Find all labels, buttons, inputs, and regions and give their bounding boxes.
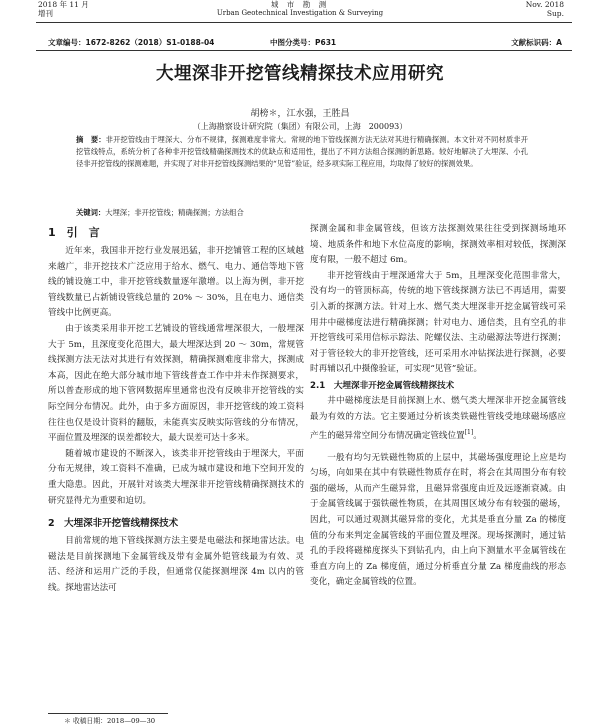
journal-name-en: Urban Geotechnical Investigation & Surveying	[216, 9, 384, 17]
header-sup-line: Sup.	[546, 9, 564, 18]
abstract-text: 非开挖管线由于埋深大、分布不规律，探测难度非常大。常规的地下管线探测方法无法对其进行精确探测。本文针对不同材质非开挖管线特点，系统分析了各种非开挖管线精确探测技术的优缺点和适用性，提出了不同方法组合探测的新思路。较好地解决了大埋深、小孔径非开挖管线的探测难题，并实现了对非开挖管线探测结果的“见管”验证，经多项实际工程应用，均取得了较好的探测效果。	[76, 135, 529, 168]
abstract	[76, 134, 528, 170]
abstract-label: 摘 要：	[76, 135, 106, 144]
header-date-line: 2018 年 11 月	[38, 0, 89, 9]
paragraph: 近年来，我国非开挖行业发展迅猛，非开挖铺管工程的区域越来越广，非开挖技术广泛应用于给水、燃气、电力、通信等地下管线的铺设施工中，非开挖管线数量逐年激增。以上海为例，非开挖管线数量已占新铺设管线总量的 20% ～ 30%，且在电力、通信类管线中比例更高。	[48, 246, 304, 319]
right-column	[310, 222, 566, 591]
keywords-label: 关键词：	[76, 208, 106, 217]
header-date-en-line: Nov. 2018	[525, 0, 564, 9]
clc-number: 中图分类号：P631	[270, 38, 337, 47]
paragraph: 非开挖管线由于埋深通常大于 5m，且埋深变化范围非常大，没有均一的管顶标高，传统的地下管线探测方法已不再适用，需要引入新的探测方法。针对上水、燃气类大埋深非开挖金属管线可采用井中磁梯度法进行精确探测；针对电力、通信类，且有空孔的非开挖管线可采用信标示踪法、陀螺仪法、主动磁源法等进行探测；对于管径较大的非开挖管线，还可采用水冲钻探法进行探测，必要时再辅以孔中摄像验证，可实现“见管”验证。	[310, 270, 566, 375]
header-issue-line: 增刊	[38, 9, 53, 18]
header-rule	[36, 22, 572, 23]
authors: 胡榜＊，江水强，王胜昌	[250, 109, 350, 119]
journal-name-cn: 城 市 勘 测	[270, 0, 330, 9]
paragraph-text: 井中磁梯度法是目前探测上水、燃气类大埋深非开挖金属管线最为有效的方法。它主要通过分析该类铁磁性管线受地球磁场感应产生的磁异常空间分布情况确定管线位置	[310, 395, 566, 441]
keywords-text: 大埋深；非开挖管线；精确探测；方法组合	[105, 208, 244, 217]
article-meta	[0, 37, 600, 49]
meta-rule	[36, 50, 572, 51]
paragraph: 一般有均匀无铁磁性物质的上层中，其磁场强度理论上应是均匀场，向如果在其中有铁磁性物质存在时，将会在其周围分布有较强的磁场，从而产生磁异常，且磁异常强度由近及远逐渐衰减。由于金属管线属于强铁磁性物质，在其周围区域分布有较强的磁场，因此，可以通过观测其磁异常的变化，尤其是垂直分量 Za 的梯度值的分布来判定金属管线的平面位置及埋深。现场探测时，通过钻孔的手段将磁梯度探头下到钻孔内，由上向下测量水平金属管线在垂直方向上的 Za 梯度值，通过分析垂直分量 Za 梯度曲线的形态变化，确定金属管线的位置。	[310, 452, 566, 588]
paragraph	[310, 394, 566, 445]
article-number: 文章编号：1672-8262（2018）S1-0188-04	[48, 38, 215, 47]
left-column	[48, 222, 304, 596]
section-2-1-heading: 2.1 大埋深非开挖金属管线精探技术	[310, 380, 455, 391]
footnote-rule	[48, 713, 168, 714]
paragraph: 随着城市建设的不断深入，该类非开挖管线由于埋深大，平面分布无规律，竣工资料不准确，已成为城市建设和地下空间开发的重大隐患。因此，开展针对该类大埋深非开挖管线精确探测技术的研究显得尤为重要和迫切。	[48, 448, 304, 506]
footnote: ＊ 收稿日期：2018—09—30	[64, 717, 156, 725]
affiliation: （上海勘察设计研究院（集团）有限公司，上海 200093）	[192, 122, 408, 131]
keywords	[76, 208, 528, 218]
header-date-en	[526, 0, 564, 18]
paragraph-end: 。	[473, 430, 482, 441]
section-2-heading: 2 大埋深非开挖管线精探技术	[48, 518, 179, 530]
citation-ref[interactable]: [1]	[464, 429, 474, 437]
document-code: 文献标识码：A	[511, 38, 562, 47]
paragraph: 目前常规的地下管线探测方法主要是电磁法和探地雷达法。电磁法是目前探测地下金属管线及带有金属外铠管线最为有效、灵活、经济和运用广泛的手段，但通常仅能探测埋深 4m 以内的管线。探地雷达法可	[48, 536, 304, 593]
journal-name	[0, 0, 600, 18]
section-1-heading: 1 引 言	[48, 226, 100, 239]
paragraph: 探测金属和非金属管线，但该方法探测效果往往受到探测场地环境、地质条件和地下水位高度的影响，探测效率相对较低，探测深度有限，一般不超过 6m。	[310, 224, 566, 266]
paper-title: 大埋深非开挖管线精探技术应用研究	[156, 64, 444, 84]
running-header	[0, 0, 600, 28]
paragraph: 由于该类采用非开挖工艺铺设的管线通常埋深很大，一般埋深大于 5m，且深度变化范围大，最大埋深达到 20 ～ 30m，常规管线探测方法无法对其进行有效探测，精确探测难度非常大，探测成本高，因此在绝大部分城市地下管线普查工作中并未作探测要求，所以普查形成的地下管网数据库里通常也没有反映非开挖管线的实际空间分布情况。此外，由于多方面原因，非开挖管线的竣工资料往往也仅是设计资料的翻版，未能真实反映实际管线的分布情况，平面位置及埋深的误差都较大，最大误差可达十多米。	[48, 323, 304, 444]
